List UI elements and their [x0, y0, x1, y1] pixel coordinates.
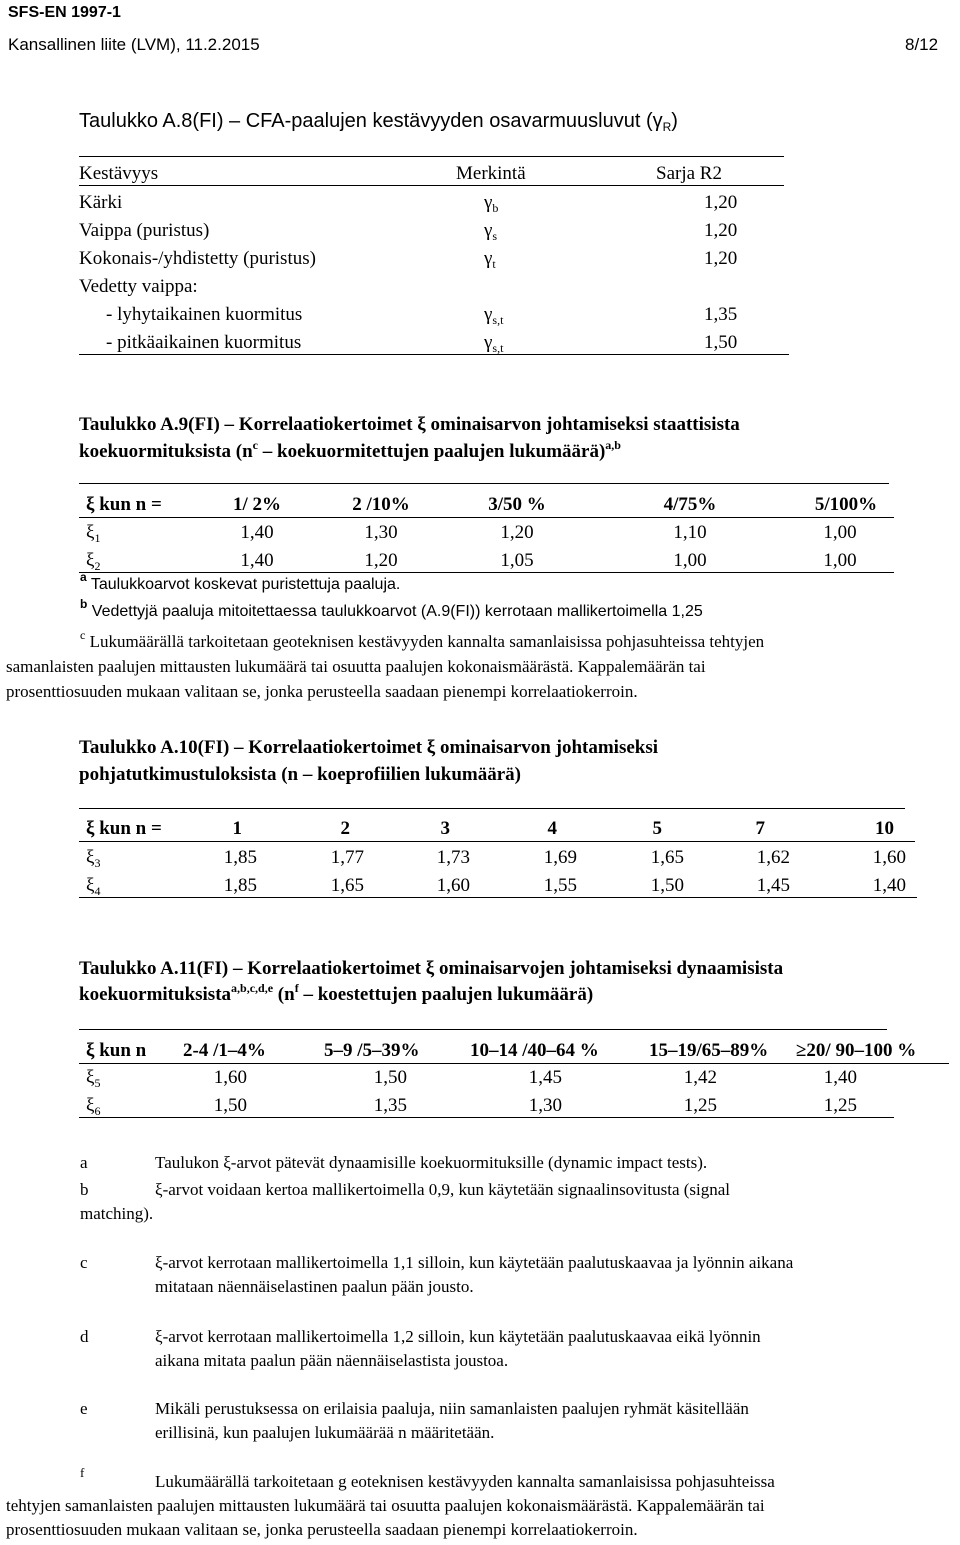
table-a11-row-symbol: $\xi_5$ — [86, 1067, 101, 1090]
table-a8-header-resistance: Kestävyys — [79, 163, 159, 184]
table-a10-header: 10 — [875, 818, 894, 839]
table-a10-header: 2 — [340, 818, 350, 839]
table-a8-row-value: 1,20 — [704, 192, 738, 213]
table-a10-cell: 1,60 — [872, 847, 906, 868]
table-a9-header: 1/ 2% — [232, 494, 282, 515]
table-a8-row-label: - pitkäaikainen kuormitus — [106, 332, 302, 353]
table-a10-title: Taulukko A.10(FI) – Korrelaatiokertoimet ξ ominaisarvon johtamiseksi — [79, 737, 659, 758]
table-a9-note-c-line3: prosenttiosuuden mukaan valitaan se, jonka perusteella saadaan pienempi korrelaatiokerroin. — [6, 682, 638, 701]
table-a11-cell: 1,45 — [528, 1067, 562, 1088]
table-a11-cell: 1,30 — [528, 1095, 562, 1116]
table-a11-cell: 1,60 — [213, 1067, 247, 1088]
table-a11-note-f-line2: tehtyjen samanlaisten paalujen mittausten lukumäärä tai osuutta paalujen kokonaismäärästä. Kappalemäärän tai — [6, 1496, 765, 1515]
table-a11-note-f-line3: prosenttiosuuden mukaan valitaan se, jonka perusteella saadaan pienempi korrelaatiokerroin. — [6, 1520, 638, 1539]
table-a9-header: 3/50 % — [488, 494, 546, 515]
table-a10-top-rule — [79, 808, 905, 809]
table-a8-header-symbol: Merkintä — [456, 163, 526, 184]
table-a8-top-rule — [79, 156, 784, 157]
table-a10-header: 5 — [652, 818, 662, 839]
table-a8-row-label: - lyhytaikainen kuormitus — [106, 304, 303, 325]
table-a10-bottom-rule — [79, 897, 917, 898]
table-a11-note-c: ξ-arvot kerrotaan mallikertoimella 1,1 silloin, kun käytetään paalutuskaavaa ja lyönnin aikana — [155, 1253, 794, 1272]
table-a8-header-series: Sarja R2 — [656, 163, 722, 184]
table-a11-cell: 1,50 — [213, 1095, 247, 1116]
table-a11-cell: 1,50 — [373, 1067, 407, 1088]
table-a9-cell: 1,05 — [500, 550, 534, 571]
table-a8-header-rule — [79, 185, 784, 186]
table-a11-header: ≥20/ 90–100 % — [796, 1040, 917, 1061]
table-a11-note-mark: a — [80, 1153, 88, 1172]
table-a10-row-symbol: $\xi_3$ — [86, 847, 101, 870]
table-a11-cell: 1,40 — [823, 1067, 857, 1088]
table-a10-cell: 1,55 — [543, 875, 577, 896]
table-a11-top-rule — [79, 1029, 887, 1030]
table-a11-header: 10–14 /40–64 % — [470, 1040, 599, 1061]
table-a9-bottom-rule — [79, 572, 894, 573]
table-a8-row-value: 1,50 — [704, 332, 738, 353]
table-a8-row-value: 1,20 — [704, 248, 738, 269]
table-a9-cell: 1,40 — [240, 522, 274, 543]
table-a10-cell: 1,85 — [223, 847, 257, 868]
table-a11-note-d: ξ-arvot kerrotaan mallikertoimella 1,2 silloin, kun käytetään paalutuskaavaa eikä lyönnin — [155, 1327, 761, 1346]
table-a9-row-symbol: $\xi_2$ — [86, 550, 101, 573]
table-a8-row-symbol: $\gamma_{s,t}$ — [484, 332, 504, 355]
table-a11-cell: 1,25 — [823, 1095, 857, 1116]
table-a10-cell: 1,40 — [872, 875, 906, 896]
table-a11-bottom-rule — [79, 1117, 894, 1118]
table-a11-cell: 1,35 — [373, 1095, 407, 1116]
table-a9-header-label: ξ kun n = — [86, 494, 162, 515]
table-a11-note-b: ξ-arvot voidaan kertoa mallikertoimella 0,9, kun käytetään signaalinsovitusta (signal — [155, 1180, 731, 1199]
table-a9-cell: 1,20 — [500, 522, 534, 543]
table-a11-title: Taulukko A.11(FI) – Korrelaatiokertoimet ξ ominaisarvojen johtamiseksi dynaamisista — [79, 958, 784, 979]
table-a9-header: 2 /10% — [352, 494, 410, 515]
table-a10-cell: 1,85 — [223, 875, 257, 896]
table-a11-note-mark: c — [80, 1253, 88, 1272]
table-a8-row-symbol: $\gamma_{s,t}$ — [484, 304, 504, 327]
table-a11-header-label: ξ kun n — [86, 1040, 147, 1061]
table-a9-header: 4/75% — [663, 494, 717, 515]
table-a11-note-f: Lukumäärällä tarkoitetaan g eoteknisen kestävyyden kannalta samanlaisissa pohjasuhteissa — [155, 1472, 775, 1491]
table-a9-note-c-line2: samanlaisten paalujen mittausten lukumäärä tai osuutta paalujen kokonaismäärästä. Kappalemäärän tai — [6, 657, 706, 676]
table-a9-title-line2: koekuormituksista ($n^c$ – koekuormitettujen paalujen lukumäärä)$^{a,b}$ — [79, 438, 621, 462]
table-a10-cell: 1,62 — [756, 847, 790, 868]
table-a11-header: 2-4 /1–4% — [183, 1040, 266, 1061]
table-a9-cell: 1,20 — [364, 550, 398, 571]
table-a11-cell: 1,25 — [683, 1095, 717, 1116]
table-a11-note-mark: f — [80, 1465, 85, 1480]
table-a11-header: 5–9 /5–39% — [324, 1040, 420, 1061]
table-a9-note-a: $^a$ Taulukkoarvot koskevat puristettuja paaluja. — [80, 570, 401, 593]
table-a11-header: 15–19/65–89% — [649, 1040, 769, 1061]
table-a9-cell: 1,00 — [673, 550, 707, 571]
table-a9-cell: 1,30 — [364, 522, 398, 543]
table-a9-header: 5/100% — [814, 494, 878, 515]
table-a9-cell: 1,00 — [823, 522, 857, 543]
table-a10-cell: 1,65 — [650, 847, 684, 868]
table-a8-row-symbol: $\gamma_b$ — [484, 192, 499, 215]
table-a11-note-e-line2: erillisinä, kun paalujen lukumäärää n määritetään. — [155, 1423, 495, 1442]
table-a10-cell: 1,45 — [756, 875, 790, 896]
table-a9-header-rule — [79, 517, 894, 518]
table-a8-title: Taulukko A.8(FI) – CFA-paalujen kestävyyden osavarmuusluvut $(\gamma_R)$ — [79, 110, 678, 134]
table-a11-row-symbol: $\xi_6$ — [86, 1095, 101, 1118]
table-a10-cell: 1,73 — [436, 847, 470, 868]
table-a11-note-mark: e — [80, 1399, 88, 1418]
table-a10-title-line2: pohjatutkimustuloksista (n – koeprofiilien lukumäärä) — [79, 764, 522, 785]
table-a11-note-mark: b — [80, 1180, 89, 1199]
table-a9-cell: 1,40 — [240, 550, 274, 571]
table-a9-cell: 1,10 — [673, 522, 707, 543]
table-a9-cell: 1,00 — [823, 550, 857, 571]
table-a11-title-line2: koekuormituksista$^{a,b,c,d,e}$ ($n^f$ – koestettujen paalujen lukumäärä) — [79, 981, 594, 1005]
table-a10-header-rule — [79, 841, 915, 842]
table-a8-row-label: Vaippa (puristus) — [79, 220, 210, 241]
table-a11-note-e: Mikäli perustuksessa on erilaisia paaluja, niin samanlaisten paalujen ryhmät käsitellään — [155, 1399, 749, 1418]
document-id: SFS-EN 1997-1 — [8, 4, 121, 21]
table-a11-note-d-line2: aikana mitata paalun pään näennäiselastista joustoa. — [155, 1351, 509, 1370]
table-a10-header: 7 — [755, 818, 765, 839]
table-a11-note-a: Taulukon ξ-arvot pätevät dynaamisille koekuormituksille (dynamic impact tests). — [155, 1153, 708, 1172]
table-a8-bottom-rule — [79, 354, 789, 355]
table-a10-header: 4 — [547, 818, 557, 839]
table-a11-header-rule — [79, 1063, 949, 1064]
table-a9-title: Taulukko A.9(FI) – Korrelaatiokertoimet ξ ominaisarvon johtamiseksi staattisista — [79, 414, 740, 435]
table-a10-cell: 1,77 — [330, 847, 364, 868]
table-a9-note-c: $^c$ Lukumäärällä tarkoitetaan geoteknisen kestävyyden kannalta samanlaisissa pohjasuhteissa tehtyjen — [80, 628, 765, 651]
table-a10-header-label: ξ kun n = — [86, 818, 162, 839]
table-a8-row-label: Vedetty vaippa: — [79, 276, 198, 297]
table-a10-header: 1 — [232, 818, 242, 839]
table-a9-row-symbol: $\xi_1$ — [86, 522, 101, 545]
table-a10-cell: 1,65 — [330, 875, 364, 896]
table-a8-row-value: 1,35 — [704, 304, 738, 325]
table-a9-top-rule — [79, 483, 889, 484]
table-a8-row-value: 1,20 — [704, 220, 738, 241]
table-a10-cell: 1,69 — [543, 847, 577, 868]
table-a9-note-b: $^b$ Vedettyjä paaluja mitoitettaessa taulukkoarvot (A.9(FI)) kerrotaan mallikertoimella 1,25 — [80, 597, 703, 620]
table-a8-row-label: Kärki — [79, 192, 123, 213]
table-a10-cell: 1,50 — [650, 875, 684, 896]
table-a11-cell: 1,42 — [683, 1067, 717, 1088]
page-number: 8/12 — [905, 35, 939, 54]
table-a8-row-symbol: $\gamma_t$ — [484, 248, 496, 271]
table-a10-header: 3 — [440, 818, 450, 839]
table-a8-row-symbol: $\gamma_s$ — [484, 220, 498, 243]
table-a10-row-symbol: $\xi_4$ — [86, 875, 101, 898]
document-subtitle: Kansallinen liite (LVM), 11.2.2015 — [8, 35, 260, 54]
table-a8-row-label: Kokonais-/yhdistetty (puristus) — [79, 248, 316, 269]
table-a10-cell: 1,60 — [436, 875, 470, 896]
table-a11-note-mark: d — [80, 1327, 89, 1346]
table-a11-note-b-line2: matching). — [80, 1204, 154, 1223]
table-a11-note-c-line2: mitataan näennäiselastinen paalun pään jousto. — [155, 1277, 474, 1296]
